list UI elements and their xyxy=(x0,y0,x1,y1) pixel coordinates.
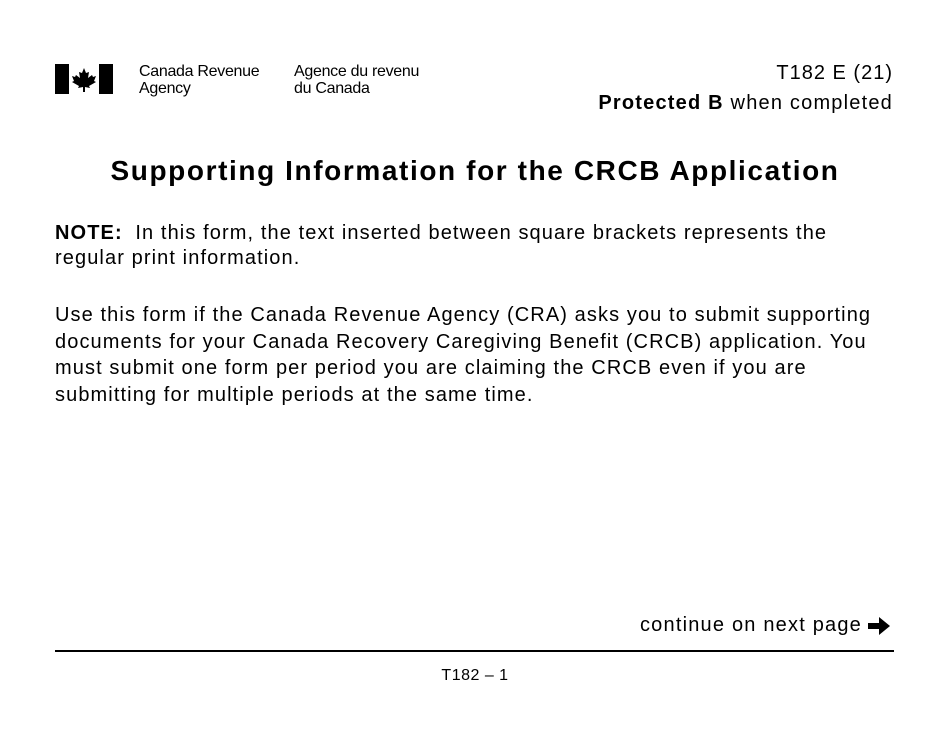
agency-fr-line2: du Canada xyxy=(294,80,370,97)
agency-fr-line1: Agence du revenu xyxy=(294,63,420,80)
note-label: NOTE: xyxy=(55,222,123,244)
page-header xyxy=(55,62,895,112)
agency-name-english xyxy=(139,63,259,97)
protected-notice xyxy=(598,92,893,115)
note-text: In this form, the text inserted between square brackets represents the regular print information. xyxy=(55,222,828,269)
page-title: Supporting Information for the CRCB Application xyxy=(110,155,840,186)
arrow-right-icon xyxy=(866,615,892,637)
form-identifier: T182 E (21) xyxy=(776,62,893,84)
footer-divider xyxy=(55,650,894,652)
protected-level: Protected B xyxy=(598,92,724,114)
agency-name-french xyxy=(294,63,419,97)
continue-text: continue on next page xyxy=(639,614,862,636)
continue-link[interactable] xyxy=(640,614,892,637)
page-number: T182 – 1 xyxy=(441,667,509,684)
agency-en-line2: Agency xyxy=(139,80,191,97)
note-paragraph xyxy=(55,221,895,271)
protected-rest: when completed xyxy=(730,92,893,114)
canada-flag-icon xyxy=(55,64,113,94)
agency-en-line1: Canada Revenue xyxy=(139,63,260,80)
intro-paragraph: Use this form if the Canada Revenue Agency (CRA) asks you to submit supporting documents for your Canada Recovery Caregiving Benefit (CRCB) application. You must submit one form per period you are claiming the CRCB even if you are submitting for multiple periods at the same time. xyxy=(55,304,872,406)
